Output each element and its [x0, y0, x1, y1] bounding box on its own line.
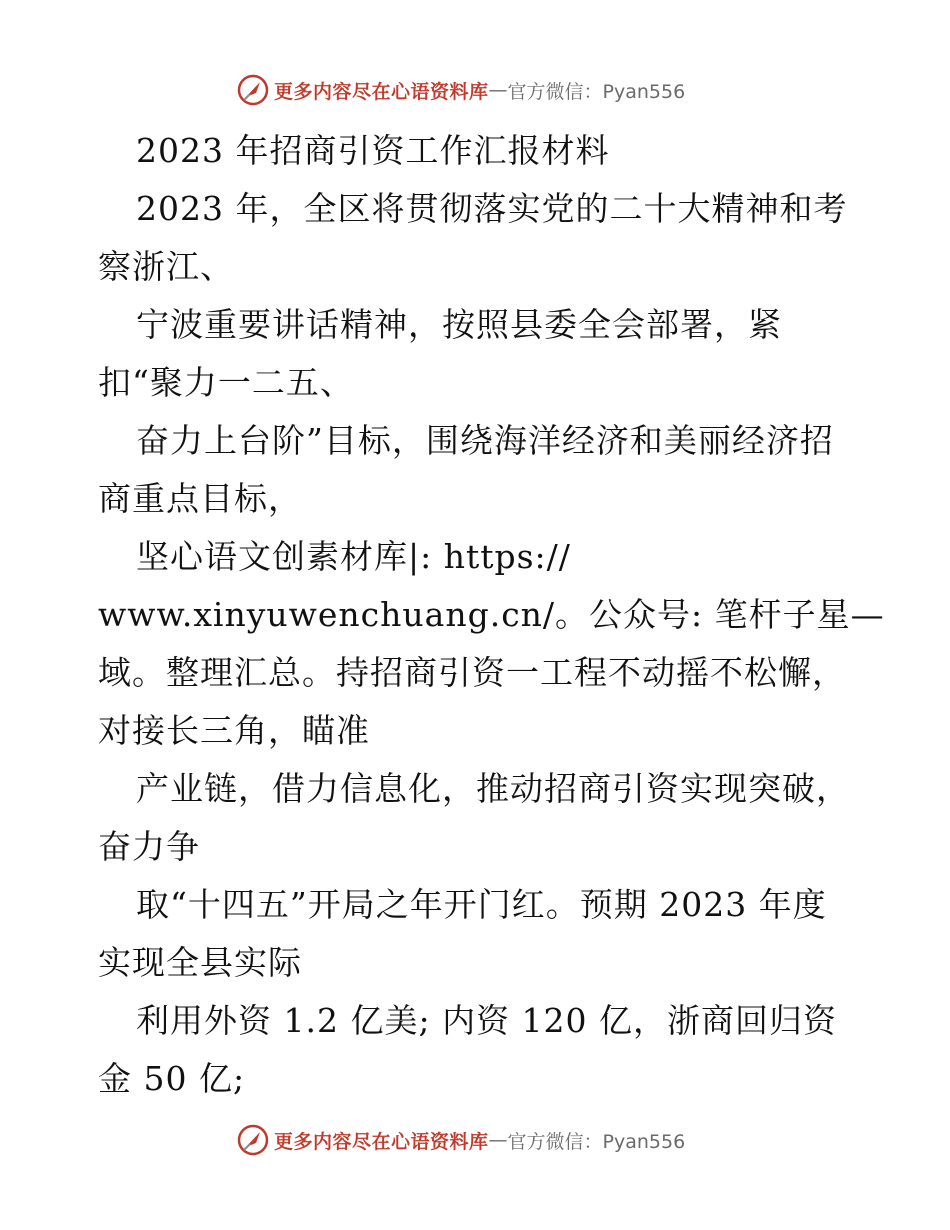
doc-line: www.xinyuwenchuang.cn/。公众号: 笔杆子星—: [98, 595, 885, 634]
doc-line: 商重点目标，: [98, 479, 302, 518]
doc-line: 对接长三角，瞄准: [98, 711, 370, 750]
watermark-wechat: 官方微信：Pyan556: [507, 1130, 686, 1153]
feather-pen-logo-icon: [236, 73, 270, 107]
doc-line: 奋力争: [98, 827, 200, 866]
doc-line: 宁波重要讲话精神，按照县委全会部署，紧: [136, 305, 782, 344]
watermark-wechat: 官方微信：Pyan556: [507, 80, 686, 103]
watermark-brand: 更多内容尽在心语资料库: [274, 80, 489, 103]
doc-line: 域。整理汇总。持招商引资一工程不动摇不松懈，: [98, 653, 846, 692]
doc-line: 取“十四五”开局之年开门红。预期 2023 年度: [136, 885, 827, 924]
watermark-header: [236, 72, 685, 108]
doc-line: 产业链，借力信息化，推动招商引资实现突破，: [136, 769, 850, 808]
doc-line: 实现全县实际: [98, 943, 302, 982]
feather-pen-logo-icon: [236, 1123, 270, 1157]
doc-line: 2023 年，全区将贯彻落实党的二十大精神和考: [136, 189, 848, 228]
watermark-brand: 更多内容尽在心语资料库: [274, 1130, 489, 1153]
doc-line: 金 50 亿;: [98, 1059, 246, 1098]
watermark-separator: —: [488, 79, 508, 101]
document-body: [98, 122, 885, 1108]
doc-line: 察浙江、: [98, 247, 234, 286]
doc-line: 利用外资 1.2 亿美; 内资 120 亿，浙商回归资: [136, 1001, 838, 1040]
doc-line: 坚心语文创素材库|: https://: [136, 537, 571, 576]
watermark-footer: [236, 1122, 685, 1158]
watermark-separator: —: [488, 1129, 508, 1151]
doc-line: 扣“聚力一二五、: [98, 363, 354, 402]
doc-title: 2023 年招商引资工作汇报材料: [136, 131, 610, 170]
doc-line: 奋力上台阶”目标，围绕海洋经济和美丽经济招: [136, 421, 834, 460]
